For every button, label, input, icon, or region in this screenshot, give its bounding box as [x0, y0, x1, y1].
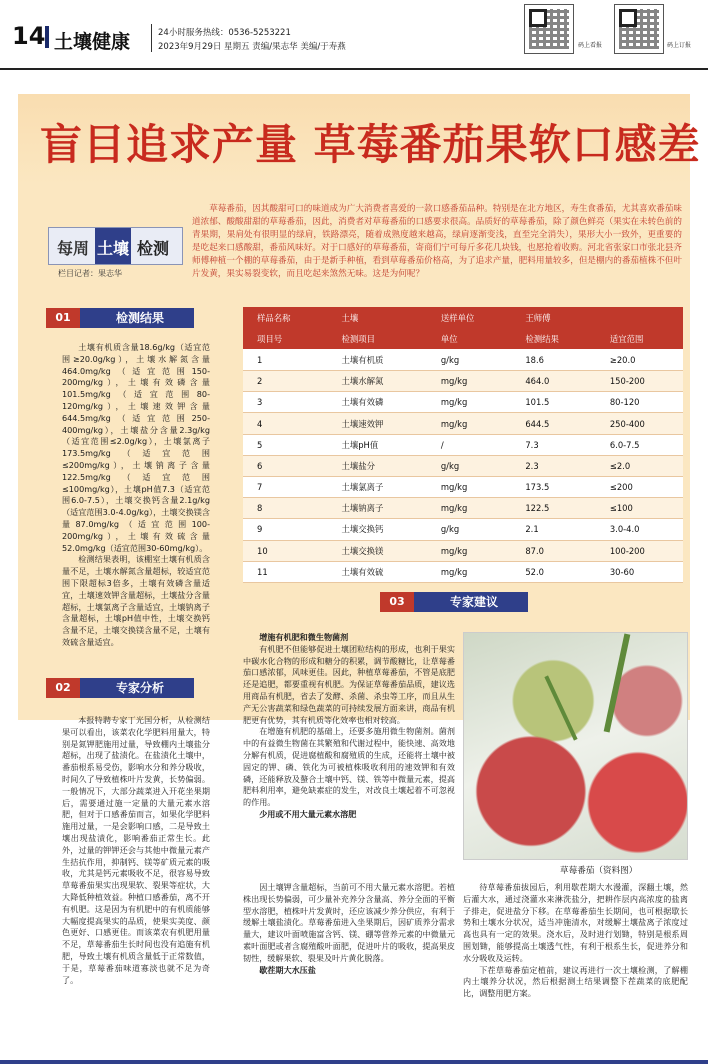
table-cell: 52.0: [511, 561, 595, 582]
section-bar: [45, 26, 49, 48]
table-cell: /: [427, 434, 511, 455]
table-cell: 土壤pH值: [327, 434, 426, 455]
table-row: [243, 519, 683, 540]
date-line: 2023年9月29日 星期五 责编/果志华 美编/于寿燕: [158, 42, 346, 52]
table-cell: 土壤水解氮: [327, 371, 426, 392]
table-cell: mg/kg: [427, 561, 511, 582]
table-cell: 250-400: [596, 413, 683, 434]
section-number: 02: [46, 678, 80, 698]
table-cell: 土壤交换钙: [327, 519, 426, 540]
table-cell: 100-200: [596, 540, 683, 561]
section-title: 专家分析: [115, 681, 164, 695]
qr-caption-subscribe: 码上订报: [667, 42, 692, 49]
table-cell: mg/kg: [427, 540, 511, 561]
table-cell: g/kg: [427, 349, 511, 370]
table-cell: 土壤: [327, 307, 426, 328]
table-row: [243, 434, 683, 455]
table-row: [243, 498, 683, 519]
advice-paragraph: 因土壤钾含量超标，当前可不用大量元素水溶肥。若植株出现长势偏弱，可少量补充养分含量高、养分全面的平衡型水溶肥，植株叶片发黄时，还应该减少养分供应，有利于缓解土壤盐渍化。草莓番茄进入坐果期后，因矿质养分需求量大，建议叶面喷施富含钙、镁、硼等营养元素的中微量元素叶面肥或者含腐殖酸叶面肥，促进叶片的吸收，提高果皮韧性，缓解果软、裂果及叶片黄化脱落。: [243, 882, 455, 963]
table-cell: 土壤有机质: [327, 349, 426, 370]
table-cell: 检测结果: [511, 328, 595, 349]
table-cell: 8: [243, 498, 327, 519]
table-cell: 单位: [427, 328, 511, 349]
section-header-results: [46, 308, 194, 328]
table-row: [243, 477, 683, 498]
table-cell: 173.5: [511, 477, 595, 498]
table-cell: 土壤交换镁: [327, 540, 426, 561]
table-cell: 101.5: [511, 392, 595, 413]
table-cell: mg/kg: [427, 477, 511, 498]
table-cell: 4: [243, 413, 327, 434]
badge-left: 每周: [57, 239, 90, 258]
table-cell: 644.5: [511, 413, 595, 434]
table-cell: 检测项目: [327, 328, 426, 349]
table-row: [243, 413, 683, 434]
headline: 盲目追求产量 草莓番茄果软口感差: [40, 120, 701, 169]
photo-caption: 草莓番茄（资料图）: [560, 866, 638, 876]
section-header-analysis: [46, 678, 194, 698]
table-cell: 6.0-7.5: [596, 434, 683, 455]
advice-paragraph: 待草莓番茄拔园后，利用歇茬期大水漫灌，深翻土壤，然后灌大水，通过浇灌水来淋洗盐分，把耕作层内高浓度的盐离子排走，促进盐分下移。在草莓番茄生长期间，也可根据歇长势和土壤水分状况，适当冲施清水，对缓解土壤盐离子浓度过高也具有一定的效果。浇水后，及时进行划锄，特别是根系周围划锄，能够提高土壤透气性，有利于根系生长，促进养分和水分吸收及运转。: [463, 882, 688, 963]
section-header-advice: [380, 592, 528, 612]
header-divider: [151, 24, 152, 52]
table-cell: 土壤有效磷: [327, 392, 426, 413]
table-cell: 150-200: [596, 371, 683, 392]
table-cell: 10: [243, 540, 327, 561]
advice-paragraph: 有机肥不但能够促进土壤团粒结构的形成，也利于果实中碳水化合物的形成和糖分的积累，调节酸糖比，让草莓番茄口感浓郁，风味更佳。因此，种植草莓番茄，不管是底肥还是追肥，都要重视有机肥。为保证草莓番茄品质，建议选用商品有机肥，省去了发酵、杀菌、杀虫等工序，而且从生产无公害蔬菜和绿色蔬菜的可持续发展方面来讲，商品有机肥更有优势，其有机质等化效率也相对较高。: [243, 643, 455, 725]
table-cell: 464.0: [511, 371, 595, 392]
advice-subheading-fertilizer: 少用或不用大量元素水溶肥: [259, 808, 357, 819]
table-cell: 送样单位: [427, 307, 511, 328]
section-title: 专家建议: [449, 595, 498, 609]
footer-bar: [0, 1060, 708, 1064]
column-badge: [48, 227, 183, 265]
table-cell: 2.3: [511, 455, 595, 476]
table-cell: 3: [243, 392, 327, 413]
table-cell: ≤200: [596, 477, 683, 498]
table-cell: 7: [243, 477, 327, 498]
table-cell: 6: [243, 455, 327, 476]
table-cell: ≤100: [596, 498, 683, 519]
section-number: 01: [46, 308, 80, 328]
advice-text-block-3: [463, 882, 688, 1000]
qr-caption-read: 码上看报: [578, 42, 603, 49]
analysis-paragraph: 本报特聘专家丁光国分析，从检测结果可以看出，该菜农化学肥料用量大，特别是氮钾肥施用过量，导致棚内土壤盐分超标，出现了盐渍化。在盐渍化土壤中，番茄根系易受伤，影响水分和养分吸收，时间久了导致植株叶片发黄，长势偏弱。一般情况下，大部分蔬菜进入开花坐果期后，需要通过施一定量的大量元素水溶肥，但对于口感番茄而言，如果化学肥料施用过量，一是会影响口感，二是导致土壤出现盐渍化，影响番茄正常生长。此外，过量的钾钾还会与其他中微量元素产生拮抗作用，抑制钙、镁等矿质元素的吸收，尤其是钙元素吸收不足，很容易导致草莓番茄果实出现果软、裂果等症状，大大降低种植效益。种植口感番茄，离不开有机肥。这是因为有机肥中的有机质能够大幅度提高果实的品质，使果实美度、颜色更好、口感更佳。而该菜农有机肥用量不足，草莓番茄生长时间也没有追施有机肥，导致土壤有机质含量低于正常数值，于是，草莓番茄味道寡淡也就不足为奇了。: [62, 715, 210, 985]
results-conclusion: 检测结果表明，该棚室土壤有机质含量不足，土壤水解氮含量超标，较适宜范围下限超标3倍多，土壤有效磷含量适宜，土壤速效钾含量超标，土壤盐分含量超标，土壤氯离子含量适宜，土壤钠离子含量超标，土壤pH值中性，土壤交换钙含量不足，土壤交换镁含量不足，土壤有效硫含量适宜。: [62, 554, 210, 647]
table-cell: 11: [243, 561, 327, 582]
table-cell: 样品名称: [243, 307, 327, 328]
table-cell: 18.6: [511, 349, 595, 370]
table-cell: 3.0-4.0: [596, 519, 683, 540]
table-row: [243, 561, 683, 582]
soil-test-table: [243, 307, 683, 583]
advice-text-block-1: [243, 632, 455, 821]
table-cell: mg/kg: [427, 392, 511, 413]
table-cell: 7.3: [511, 434, 595, 455]
badge-middle: 土壤: [95, 228, 131, 264]
tomato-photo: [463, 632, 688, 860]
table-cell: 9: [243, 519, 327, 540]
table-row: [243, 455, 683, 476]
table-cell: 2: [243, 371, 327, 392]
table-row: [243, 392, 683, 413]
table-cell: ≤2.0: [596, 455, 683, 476]
table-cell: g/kg: [427, 519, 511, 540]
stem: [544, 675, 577, 740]
results-text-block: [62, 342, 210, 649]
analysis-text-block: [62, 715, 210, 986]
table-cell: 122.5: [511, 498, 595, 519]
table-cell: 87.0: [511, 540, 595, 561]
table-meta-row: [243, 307, 683, 328]
qr-code-read[interactable]: [524, 4, 574, 54]
section-number: 03: [380, 592, 414, 612]
qr-code-subscribe[interactable]: [614, 4, 664, 54]
column-editor: 栏目记者：果志华: [58, 269, 122, 278]
table-cell: 土壤有效硫: [327, 561, 426, 582]
table-cell: 王师傅: [511, 307, 683, 328]
badge-right: 检测: [137, 239, 170, 258]
table-cell: 项目号: [243, 328, 327, 349]
table-cell: 5: [243, 434, 327, 455]
section-title: 检测结果: [115, 311, 164, 325]
page-header: [0, 0, 708, 70]
table-row: [243, 349, 683, 370]
table-cell: 80-120: [596, 392, 683, 413]
table-cell: mg/kg: [427, 413, 511, 434]
stem: [604, 633, 631, 732]
page-number: 14: [12, 22, 46, 50]
table-cell: 土壤氯离子: [327, 477, 426, 498]
table-cell: ≥20.0: [596, 349, 683, 370]
hotline: 24小时服务热线：0536-5253221: [158, 28, 291, 38]
advice-subheading-salt: 歇茬期大水压盐: [259, 964, 316, 975]
table-cell: 土壤速效钾: [327, 413, 426, 434]
table-cell: 1: [243, 349, 327, 370]
table-header-row: [243, 328, 683, 349]
table-cell: 适宜范围: [596, 328, 683, 349]
table-cell: g/kg: [427, 455, 511, 476]
table-cell: 土壤盐分: [327, 455, 426, 476]
table-row: [243, 540, 683, 561]
intro-paragraph: 草莓番茄，因其酸甜可口的味道成为广大消费者喜爱的一款口感番茄品种。特别是在北方地区，寿生食番茄，尤其喜欢番茄味道浓郁、酸酸甜甜的草莓番茄，因此，消费者对草莓番茄的口感要求很高。品质好的草莓番茄，除了颜色鲜亮（果实在未转色前的青果期，果肩处有很明显的绿肩，铁路漂亮，随着成熟度越来越高，绿肩逐渐变浅，直至完全消失），果形大小一致外，更重要的是吃起来口感酸甜，番茄风味好。对于口感好的草莓番茄，寄商们宁可每斤多花几块钱，也愿抢着收购。河北省张家口市张北县齐师傅种植一个棚的草莓番茄，由于是新手种植，看到草莓番茄价格高，为了追求产量，肥料用量较多，但是棚内的番茄植株不但叶片发黄，果实易裂变软，而且吃起来煞然无味。这是为何呢？: [192, 204, 682, 279]
advice-text-block-2: [243, 882, 455, 976]
table-cell: 2.1: [511, 519, 595, 540]
results-paragraph: 土壤有机质含量18.6g/kg（适宜范围≥20.0g/kg），土壤水解氮含量464.0mg/kg（适宜范围150-200mg/kg），土壤有效磷含量101.5mg/kg（适宜范围80-120mg/kg），土壤速效钾含量644.5mg/kg（适宜范围250-400mg/kg），土壤盐分含量2.3g/kg（适宜范围≤2.0g/kg），土壤氯离子173.5mg/kg（适宜范围≤200mg/kg），土壤钠离子含量122.5mg/kg（适宜范围≤100mg/kg），土壤pH值7.3（适宜范围6.0-7.5），土壤交换钙含量2.1g/kg（适宜范围3.0-4.0g/kg），土壤交换镁含量87.0mg/kg（适宜范围100-200mg/kg），土壤有效硫含量52.0mg/kg（适宜范围30-60mg/kg）。: [62, 342, 210, 553]
advice-subheading-organic: 增施有机肥和微生物菌剂: [259, 632, 349, 642]
table-cell: mg/kg: [427, 498, 511, 519]
table-cell: 土壤钠离子: [327, 498, 426, 519]
table-row: [243, 371, 683, 392]
section-name: 土壤健康: [54, 31, 131, 53]
table-cell: mg/kg: [427, 371, 511, 392]
advice-paragraph: 在增施有机肥的基础上，还要多施用微生物菌剂。菌剂中的有益微生物菌在其繁殖和代谢过程中，能快速、高效地分解有机质，促进腐植酸和腐殖质的生成，还能将土壤中被固定的钾、磷、铁化为可被植株吸收利用的速效钾和有效磷，还能释放及螯合土壤中钙、镁、铁等中微量元素，提高肥料利用率，避免缺素症的发生，对改良土壤起着不可忽视的作用。: [243, 726, 455, 808]
table-cell: 30-60: [596, 561, 683, 582]
advice-paragraph: 下茬草莓番茄定植前，建议再进行一次土壤检测，了解棚内土壤养分状况，然后根据测土结果调整下茬蔬菜的底肥配比，调整用肥方案。: [463, 964, 688, 999]
